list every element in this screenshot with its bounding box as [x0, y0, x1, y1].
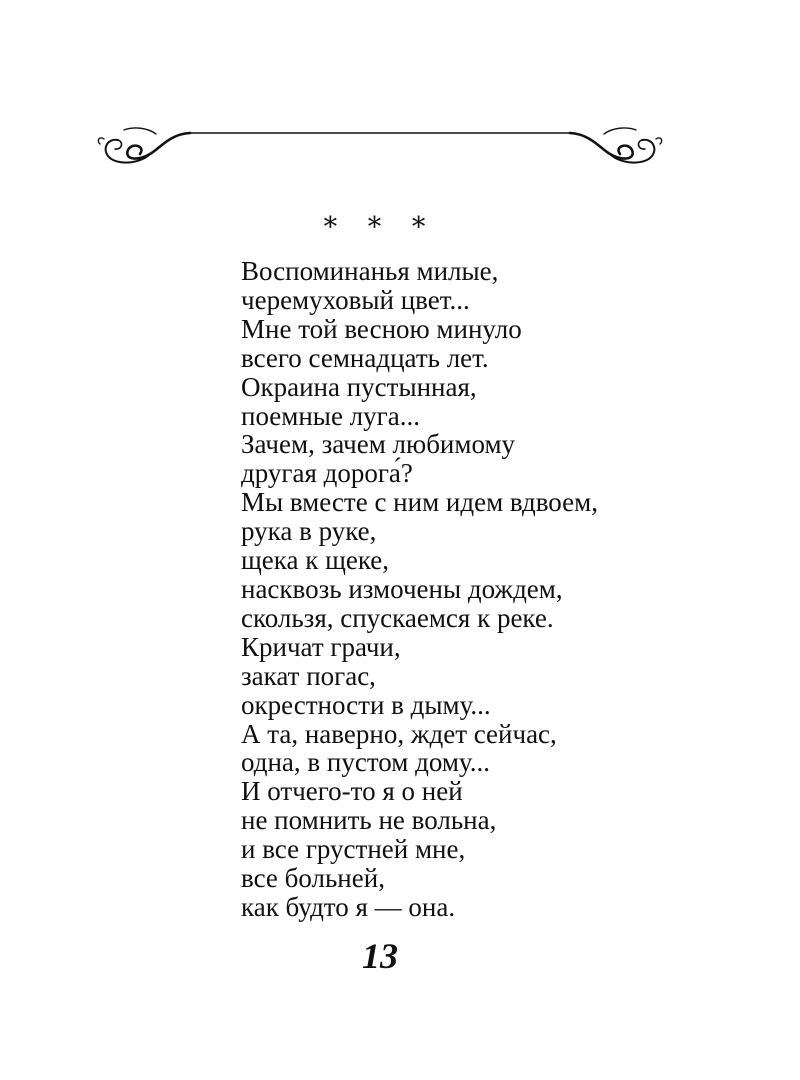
poem-line: щека к щеке, [241, 545, 390, 576]
page-number: 13 [362, 936, 398, 976]
poem-line: закат погас, [241, 660, 376, 691]
poem-line: черемуховый цвет... [241, 284, 470, 315]
poem-line: не помнить не вольна, [241, 805, 497, 836]
poem-line: одна, в пустом дому... [241, 747, 490, 778]
poem-line: поемные луга... [241, 400, 420, 431]
section-separator: * * * [323, 212, 437, 243]
poem-line: все больней, [241, 863, 385, 894]
poem-line: Мне той весною минуло [241, 313, 522, 344]
poem-text [241, 257, 761, 922]
poem-line: Кричат грачи, [241, 631, 401, 662]
poem-line: окрестности в дыму... [241, 689, 491, 720]
poem-line: Зачем, зачем любимому [241, 429, 516, 460]
poem-line: скользя, спускаемся к реке. [241, 602, 554, 633]
poem-line: всего семнадцать лет. [241, 342, 489, 373]
poem-line: и все грустней мне, [241, 834, 466, 865]
poem-line: Воспоминанья милые, [241, 256, 499, 286]
poem-line: Мы вместе с ним идем вдвоем, [241, 487, 598, 518]
swirl-divider-icon [94, 118, 666, 174]
poem-line: Окраина пустынная, [241, 371, 477, 402]
poem-line: другая дорога́? [241, 458, 413, 489]
poem-line: А та, наверно, ждет сейчас, [241, 718, 557, 749]
poem-line: рука в руке, [241, 516, 377, 547]
poem-line: как будто я — она. [241, 891, 456, 922]
poem-line: И отчего-то я о ней [241, 776, 463, 807]
poem-line: насквозь измочены дождем, [241, 573, 563, 604]
